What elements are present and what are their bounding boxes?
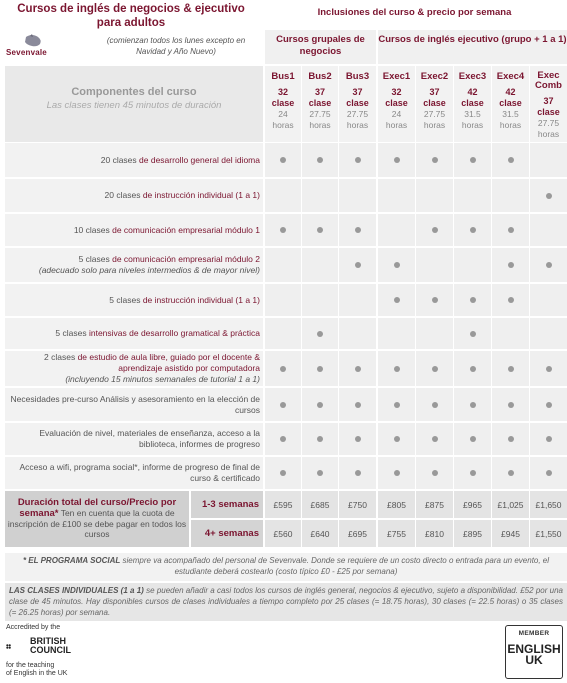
included-dot-icon (317, 227, 323, 233)
component-note: (adecuado solo para niveles intermedios & de mayor nivel) (38, 265, 260, 275)
price-cell: £1,025 (492, 491, 529, 518)
included-dot-icon (394, 157, 400, 163)
component-count: 2 clases (44, 352, 78, 362)
included-dot-icon (508, 402, 514, 408)
inclusion-cell (302, 143, 338, 177)
inclusion-cell (530, 284, 567, 316)
course-hours: 27.75 (423, 109, 446, 119)
component-label (5, 457, 263, 489)
course-class-unit: clase (423, 98, 446, 108)
component-count: 5 clases (55, 328, 89, 338)
inclusion-cell (302, 318, 338, 349)
course-code: Exec1 (382, 71, 411, 82)
included-dot-icon (317, 157, 323, 163)
inclusion-cell (416, 351, 453, 386)
component-count: Evaluación de nivel, materiales de enseñanza, acceso a la biblioteca, informes de progreso (39, 428, 260, 449)
component-count: Necesidades pre-curso Análisis y asesoramiento en la elección de cursos (10, 393, 260, 415)
component-highlight: de estudio de aula libre, guiado por el docente & aprendizaje asistido por computadora (77, 352, 260, 373)
page-title: Cursos de inglés de negocios & ejecutivo para adultos (17, 3, 245, 29)
included-dot-icon (355, 366, 361, 372)
inclusion-cell (378, 284, 415, 316)
inclusion-cell (492, 179, 529, 212)
included-dot-icon (508, 470, 514, 476)
inclusion-cell (378, 423, 415, 455)
inclusion-cell (339, 214, 376, 246)
included-dot-icon (508, 297, 514, 303)
inclusion-cell (492, 214, 529, 246)
inclusion-cell (302, 457, 338, 489)
course-hours-unit: horas (385, 120, 408, 130)
price-cell: £810 (416, 520, 453, 547)
inclusion-cell (302, 214, 338, 246)
price-cell: £595 (265, 491, 301, 518)
included-dot-icon (470, 366, 476, 372)
course-hours-unit: horas (537, 129, 560, 139)
price-cell: £750 (339, 491, 376, 518)
inclusion-cell (416, 388, 453, 421)
inclusion-cell (492, 388, 529, 421)
component-label (5, 179, 263, 212)
duration-price-label (5, 491, 189, 547)
inclusion-cell (265, 318, 301, 349)
component-highlight: de instrucción individual (1 a 1) (142, 294, 260, 305)
inclusion-cell (492, 143, 529, 177)
inclusion-cell (378, 388, 415, 421)
included-dot-icon (432, 470, 438, 476)
included-dot-icon (432, 436, 438, 442)
component-highlight: intensivas de desarrollo gramatical & práctica (88, 328, 260, 338)
included-dot-icon (394, 436, 400, 442)
included-dot-icon (355, 262, 361, 268)
component-count: 5 clases (109, 294, 143, 305)
price-cell: £945 (492, 520, 529, 547)
included-dot-icon (470, 297, 476, 303)
table-row (5, 423, 567, 455)
included-dot-icon (355, 402, 361, 408)
course-code: Exec3 (458, 71, 487, 82)
table-row (5, 388, 567, 421)
course-hours: 27.75 (346, 109, 369, 119)
inclusion-cell (265, 388, 301, 421)
course-hours-unit: horas (309, 120, 331, 130)
course-hours-unit: horas (346, 120, 369, 130)
inclusion-cell (339, 143, 376, 177)
component-note: (incluyendo 15 minutos semanales de tutorial 1 a 1) (65, 374, 260, 384)
inclusion-cell (416, 214, 453, 246)
included-dot-icon (508, 366, 514, 372)
inclusion-cell (378, 214, 415, 246)
euk-member-label: MEMBER (518, 630, 550, 637)
table-row (5, 248, 567, 282)
components-subtitle: Las clases tienen 45 minutos de duración (46, 100, 222, 111)
inclusion-cell (265, 214, 301, 246)
inclusion-cell (530, 143, 567, 177)
price-cell: £695 (339, 520, 376, 547)
included-dot-icon (317, 331, 323, 337)
included-dot-icon (280, 402, 286, 408)
inclusion-cell (339, 351, 376, 386)
inclusion-cell (454, 423, 491, 455)
inclusion-cell (492, 457, 529, 489)
included-dot-icon (546, 193, 552, 199)
inclusion-cell (454, 388, 491, 421)
included-dot-icon (280, 157, 286, 163)
course-class-count: 37 (314, 87, 325, 97)
included-dot-icon (470, 436, 476, 442)
inclusion-cell (530, 179, 567, 212)
included-dot-icon (470, 157, 476, 163)
group-executive-header: Cursos de inglés ejecutivo (grupo + 1 a 1) (378, 30, 567, 64)
price-cell: £805 (378, 491, 415, 518)
table-row (5, 179, 567, 212)
course-column-header (454, 66, 491, 142)
course-code: Bus2 (308, 71, 332, 82)
component-count: 20 clases (104, 190, 143, 200)
inclusion-cell (492, 318, 529, 349)
included-dot-icon (546, 470, 552, 476)
price-cell: £685 (302, 491, 338, 518)
included-dot-icon (470, 470, 476, 476)
course-hours: 31.5 (464, 109, 481, 119)
included-dot-icon (355, 157, 361, 163)
course-code: Bus3 (345, 71, 370, 82)
included-dot-icon (432, 297, 438, 303)
course-column-header (265, 66, 301, 142)
inclusion-cell (378, 318, 415, 349)
euk-name (506, 644, 562, 666)
course-column-header (378, 66, 415, 142)
inclusions-title: Inclusiones del curso & precio por semana (317, 7, 512, 18)
component-highlight: de comunicación empresarial módulo 1 (112, 224, 260, 235)
inclusion-cell (378, 179, 415, 212)
included-dot-icon (470, 331, 476, 337)
component-label (5, 351, 263, 386)
individual-classes-text: se pueden añadir a casi todos los cursos de inglés general, negocios & ejecutivo, sujeto a disponibilidad. £52 por una clase de 45 minutos. Hay disponibles cursos de clases individuales a tiempo completo por 25 clases (= 18.75 horas), 30 clases (= 22.5 horas) o 35 clases (= 26.25 horas) por semana. (9, 586, 564, 617)
price-cell: £640 (302, 520, 338, 547)
table-row (5, 351, 567, 386)
course-class-unit: clase (499, 98, 522, 108)
inclusion-cell (302, 284, 338, 316)
logo-text: Sevenvale (6, 48, 47, 57)
british-council-logo-icon (6, 636, 30, 660)
social-program-text: siempre va acompañado del personal de Sevenvale. Donde se requiere de un costo directo o entrada para un evento, el estudiante deberá costearlo (costo típico £0 - £25 por semana) (122, 556, 550, 576)
included-dot-icon (355, 436, 361, 442)
inclusion-cell (416, 143, 453, 177)
component-count: Acceso a wifi, programa social*, informe de progreso de final de curso & certificado (19, 462, 260, 483)
inclusion-cell (530, 457, 567, 489)
component-label (5, 214, 263, 246)
schedule-note: (comienzan todos los lunes excepto en Navidad y Año Nuevo) (106, 36, 246, 56)
included-dot-icon (394, 262, 400, 268)
accredited-by-text: Accredited by the (6, 624, 61, 631)
included-dot-icon (317, 402, 323, 408)
inclusion-cell (454, 143, 491, 177)
course-class-unit: clase (346, 98, 369, 108)
inclusion-cell (265, 143, 301, 177)
course-code: Exec Comb (535, 70, 562, 91)
inclusion-cell (492, 248, 529, 282)
british-council-name (30, 637, 71, 655)
inclusion-cell (378, 351, 415, 386)
inclusion-cell (302, 423, 338, 455)
euk-line2: UK (525, 653, 543, 667)
course-hours: 24 (391, 109, 402, 119)
component-label (5, 143, 263, 177)
included-dot-icon (470, 402, 476, 408)
inclusion-cell (530, 214, 567, 246)
course-hours: 27.75 (537, 118, 560, 128)
price-cell: £875 (416, 491, 453, 518)
component-count: 10 clases (73, 224, 113, 235)
inclusion-cell (339, 388, 376, 421)
course-class-count: 32 (391, 87, 402, 97)
inclusion-cell (265, 284, 301, 316)
inclusion-cell (530, 351, 567, 386)
inclusion-cell (378, 457, 415, 489)
component-highlight: de comunicación empresarial módulo 2 (112, 254, 260, 264)
included-dot-icon (280, 227, 286, 233)
british-council-line2: COUNCIL (30, 645, 71, 655)
course-column-header (302, 66, 338, 142)
inclusion-cell (530, 318, 567, 349)
table-row (5, 143, 567, 177)
included-dot-icon (546, 402, 552, 408)
course-class-count: 37 (352, 87, 363, 97)
course-class-unit: clase (537, 107, 560, 117)
included-dot-icon (508, 262, 514, 268)
inclusion-cell (416, 318, 453, 349)
table-row (5, 214, 567, 246)
included-dot-icon (394, 366, 400, 372)
component-count: 5 clases (78, 254, 113, 264)
course-class-count: 37 (429, 87, 440, 97)
component-label (5, 423, 263, 455)
bc-sub-line1: for the teaching (6, 662, 55, 669)
included-dot-icon (280, 436, 286, 442)
course-class-count: 32 (277, 87, 288, 97)
course-class-count: 42 (505, 87, 516, 97)
included-dot-icon (394, 470, 400, 476)
course-hours-unit: horas (499, 120, 522, 130)
included-dot-icon (317, 470, 323, 476)
component-label (5, 318, 263, 349)
included-dot-icon (317, 366, 323, 372)
inclusion-cell (416, 284, 453, 316)
included-dot-icon (508, 157, 514, 163)
course-hours: 31.5 (502, 109, 519, 119)
course-class-count: 42 (467, 87, 478, 97)
components-title: Componentes del curso (71, 86, 197, 98)
inclusion-cell (530, 388, 567, 421)
component-highlight: de instrucción individual (1 a 1) (142, 190, 260, 200)
course-code: Bus1 (271, 71, 295, 82)
inclusion-cell (454, 284, 491, 316)
course-column-header (416, 66, 453, 142)
price-cell: £895 (454, 520, 491, 547)
included-dot-icon (280, 366, 286, 372)
individual-classes-title: LAS CLASES INDIVIDUALES (1 a 1) (9, 586, 144, 595)
course-code: Exec2 (420, 71, 449, 82)
course-class-unit: clase (461, 98, 484, 108)
course-hours-unit: horas (461, 120, 484, 130)
inclusion-cell (302, 248, 338, 282)
inclusion-cell (530, 248, 567, 282)
inclusion-cell (302, 351, 338, 386)
price-cell: £965 (454, 491, 491, 518)
inclusion-cell (339, 318, 376, 349)
price-cell: £560 (265, 520, 301, 547)
included-dot-icon (317, 436, 323, 442)
included-dot-icon (546, 262, 552, 268)
course-column-header (492, 66, 529, 142)
inclusion-cell (265, 351, 301, 386)
euk-line1: ENGLISH (507, 642, 561, 656)
inclusion-cell (530, 423, 567, 455)
included-dot-icon (432, 227, 438, 233)
inclusion-cell (265, 179, 301, 212)
inclusion-cell (339, 248, 376, 282)
course-class-unit: clase (385, 98, 408, 108)
table-row (5, 284, 567, 316)
course-class-unit: clase (271, 98, 295, 108)
duration-title: Duración total del curso/Precio por semana* (17, 497, 177, 519)
component-label (5, 388, 263, 421)
table-row (5, 457, 567, 489)
english-uk-member-badge (505, 625, 563, 679)
social-program-title: * EL PROGRAMA SOCIAL (22, 556, 121, 565)
course-class-count: 37 (543, 96, 554, 106)
included-dot-icon (508, 436, 514, 442)
included-dot-icon (432, 366, 438, 372)
included-dot-icon (394, 297, 400, 303)
inclusion-cell (454, 179, 491, 212)
included-dot-icon (394, 402, 400, 408)
inclusion-cell (416, 179, 453, 212)
inclusion-cell (492, 351, 529, 386)
inclusion-cell (416, 423, 453, 455)
inclusion-cell (265, 457, 301, 489)
inclusion-cell (378, 143, 415, 177)
inclusion-cell (265, 248, 301, 282)
included-dot-icon (280, 470, 286, 476)
inclusion-cell (416, 248, 453, 282)
inclusion-cell (339, 284, 376, 316)
course-column-header (339, 66, 376, 142)
component-highlight: de desarrollo general del idioma (139, 154, 260, 165)
inclusion-cell (302, 388, 338, 421)
price-cell: £1,650 (530, 491, 567, 518)
bc-sub-line2: of English in the UK (6, 670, 68, 677)
inclusion-cell (492, 284, 529, 316)
course-hours: 24 (278, 109, 288, 119)
inclusion-cell (265, 423, 301, 455)
table-row (5, 318, 567, 349)
course-code: Exec4 (496, 71, 525, 82)
course-column-header (530, 66, 567, 142)
course-hours-unit: horas (423, 120, 446, 130)
component-count: 20 clases (100, 154, 140, 165)
price-cell: £1,550 (530, 520, 567, 547)
components-header (5, 66, 263, 142)
inclusion-cell (454, 457, 491, 489)
group-business-header: Cursos grupales de negocios (265, 30, 376, 64)
british-council-line1: BRITISH (30, 636, 66, 646)
component-label (5, 248, 263, 282)
included-dot-icon (546, 366, 552, 372)
british-council-sub (6, 662, 67, 678)
included-dot-icon (508, 227, 514, 233)
individual-classes-footnote (5, 583, 567, 621)
included-dot-icon (432, 157, 438, 163)
inclusion-cell (492, 423, 529, 455)
course-hours-unit: horas (272, 120, 294, 130)
included-dot-icon (355, 227, 361, 233)
inclusion-cell (339, 179, 376, 212)
inclusion-cell (454, 318, 491, 349)
included-dot-icon (432, 402, 438, 408)
included-dot-icon (355, 470, 361, 476)
component-label (5, 284, 263, 316)
inclusion-cell (454, 248, 491, 282)
inclusion-cell (339, 423, 376, 455)
inclusion-cell (302, 179, 338, 212)
inclusion-cell (378, 248, 415, 282)
included-dot-icon (546, 436, 552, 442)
included-dot-icon (470, 227, 476, 233)
inclusion-cell (454, 214, 491, 246)
social-program-footnote (5, 553, 567, 581)
course-class-unit: clase (308, 98, 332, 108)
course-hours: 27.75 (309, 109, 331, 119)
inclusion-cell (416, 457, 453, 489)
week-range-label: 4+ semanas (191, 520, 263, 547)
inclusion-cell (454, 351, 491, 386)
price-cell: £755 (378, 520, 415, 547)
inclusion-cell (339, 457, 376, 489)
registration-fee-note: Ten en cuenta que la cuota de inscripción de £100 se debe pagar en todos los cursos (7, 508, 187, 539)
week-range-label: 1-3 semanas (191, 491, 263, 518)
